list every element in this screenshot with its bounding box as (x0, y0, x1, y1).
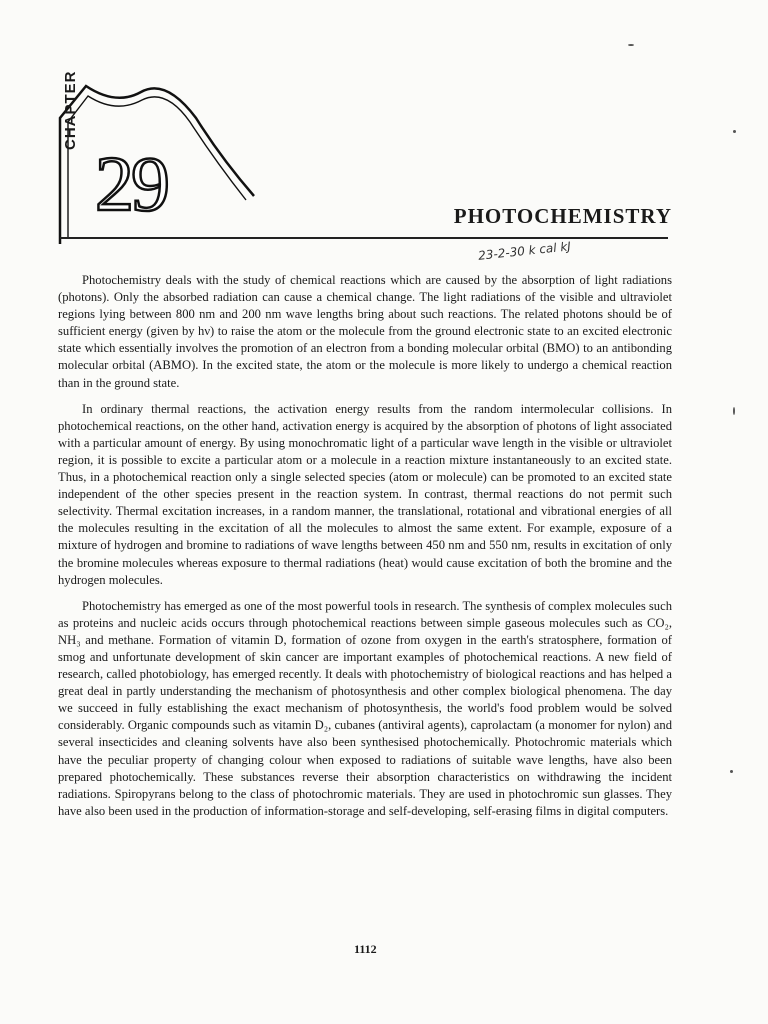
paragraph-1: Photochemistry deals with the study of chemical reactions which are caused by the absorption of light radiations (photons). Only the absorbed radiation can cause a chemical change. The light radiations of the visible and ultraviolet regions lying between 800 nm and 200 nm wave lengths bring about such reactions. The related photons should be of sufficient energy (given by hν) to raise the atom or the molecule from the ground electronic state to an excited electronic state which essentially involves the promotion of an electron from a bonding molecular orbital (BMO) to an antibonding molecular orbital (ABMO). In the excited state, the atom or the molecule is more likely to undergo a chemical reaction than in the ground state. (58, 273, 672, 390)
page-number: 1112 (354, 942, 377, 956)
handwritten-note: 23-2-30 k cal kJ (477, 239, 572, 263)
title-rule (60, 237, 668, 239)
scan-speck (733, 130, 736, 133)
chapter-title: PHOTOCHEMISTRY (453, 204, 672, 228)
chapter-number: 29 (95, 140, 167, 227)
paragraph-3: Photochemistry has emerged as one of the most powerful tools in research. The synthesis of complex molecules such as proteins and nucleic acids occurs through photochemical reactions between simple gaseous molecules such as CO₂, NH₃ and methane. Formation of vitamin D, formation of ozone from oxygen in the earth's stratosphere, formation of smog and unfortunate development of skin cancer are important examples of photochemical reactions. A new field of research, called photobiology, has emerged recently. It deals with photochemistry of biological reactions and has helped a great deal in partly understanding the mechanism of photosynthesis and other complex biological phenomena. The day we succeed in fully establishing the exact mechanism of photosynthesis, the world's food problem would be solved considerably. Organic compounds such as vitamin D₂, cubanes (antiviral agents), caprolactam (a monomer for nylon) and several insecticides and cleaning solvents have also been synthesised photochemically. Photochromic materials which have the peculiar property of changing colour when exposed to radiations of suitable wave lengths, have also been prepared photochemically. These substances reverse their absorption characteristics on withdrawing the incident radiations. Spiropyrans belong to the class of photochromic materials. They are used in photochromic sun glasses. They have also been used in the production of information-storage and self-developing, self-erasing films in digital computers. (58, 598, 672, 818)
scan-speck (733, 407, 735, 415)
body-text (58, 272, 672, 829)
scan-speck (628, 44, 634, 46)
scan-speck (730, 770, 733, 773)
chapter-label: CHAPTER (62, 70, 79, 150)
paragraph-2: In ordinary thermal reactions, the activation energy results from the random intermolecular collisions. In photochemical reactions, on the other hand, activation energy is acquired by the absorption of photons of light associated with a particular amount of energy. By using monochromatic light of a particular wave length in the visible or ultraviolet region, it is possible to excite a particular atom or a molecule in a reaction mixture instantaneously to an excited state. Thus, in a photochemical reaction only a single selected species (atom or molecule) can be promoted to an excited state independent of the other species present in the reaction system. In contrast, thermal reactions do not permit such selectivity. Thermal excitation increases, in a random manner, the translational, rotational and vibrational energies of all the molecules resulting in the excitation of all the molecules to almost the same extent. For example, exposure of a mixture of hydrogen and bromine to radiations of wave lengths between 450 nm and 550 nm, results in excitation of only the bromine molecules whereas exposure to thermal radiations (heat) would cause excitation of both the bromine and the hydrogen molecules. (58, 401, 672, 587)
